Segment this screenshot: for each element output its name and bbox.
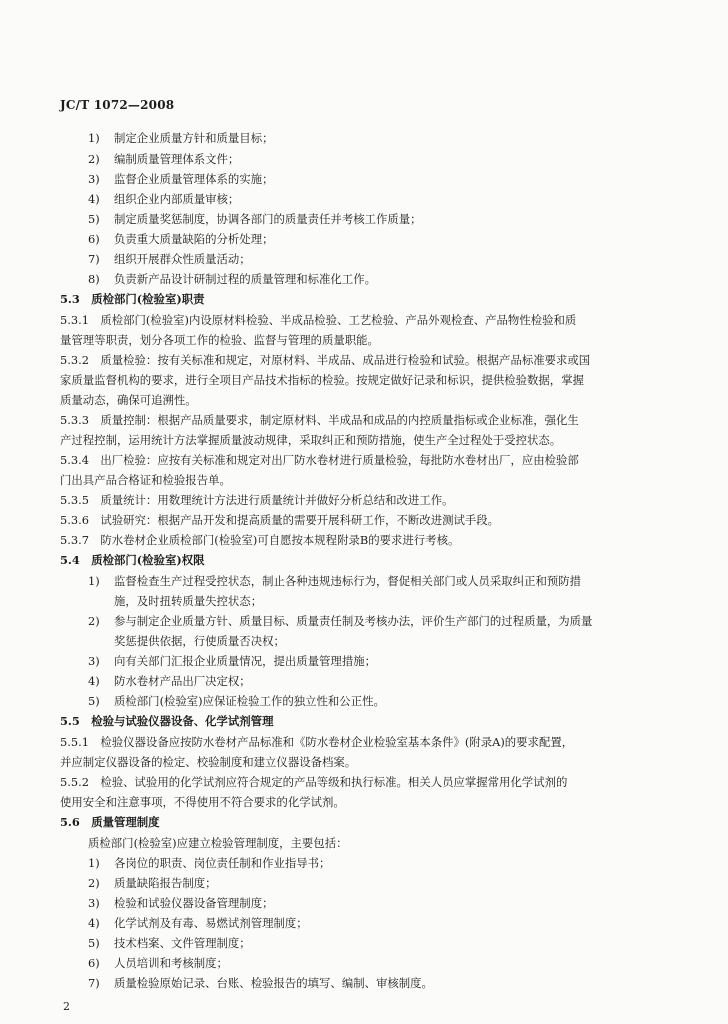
list-item: 4) 化学试剂及有毒、易燃试剂管理制度；	[88, 916, 308, 930]
list-item: 1) 监督检查生产过程受控状态，制止各种违规违标行为，督促相关部门或人员采取纠正和预防措	[88, 574, 582, 588]
paragraph-5-3-6: 5.3.6 试验研究：根据产品开发和提高质量的需要开展科研工作，不断改进测试手段。	[60, 513, 500, 527]
list-item: 3) 检验和试验仪器设备管理制度；	[88, 896, 274, 910]
paragraph-5-3-4-line: 门出具产品合格证和检验报告单。	[60, 473, 231, 487]
page-number: 2	[63, 1000, 70, 1013]
section-heading-5-6: 5.6 质量管理制度	[60, 815, 160, 829]
list-item-continuation: 奖惩提供依据，行使质量否决权；	[114, 634, 285, 648]
list-item: 6) 负责重大质量缺陷的分析处理；	[88, 232, 274, 246]
paragraph-5-3-3-line: 5.3.3 质量控制：根据产品质量要求，制定原材料、半成品和成品的内控质量指标或企业标准，强化生	[60, 413, 579, 427]
list-item-continuation: 施，及时扭转质量失控状态；	[114, 594, 263, 608]
list-item: 3) 向有关部门汇报企业质量情况，提出质量管理措施；	[88, 654, 376, 668]
list-item: 3) 监督企业质量管理体系的实施；	[88, 172, 274, 186]
list-item: 4) 防水卷材产品出厂决定权；	[88, 674, 251, 688]
list-item: 6) 人员培训和考核制度；	[88, 956, 228, 970]
list-item: 2) 参与制定企业质量方针、质量目标、质量责任制及考核办法，评价生产部门的过程质量，为质量	[88, 614, 593, 628]
paragraph-5-3-7: 5.3.7 防水卷材企业质检部门(检验室)可自愿按本规程附录B的要求进行考核。	[60, 533, 460, 547]
paragraph-5-5-2-line: 5.5.2 检验、试验用的化学试剂应符合规定的产品等级和执行标准。相关人员应掌握常用化学试剂的	[60, 775, 568, 789]
section-heading-5-4: 5.4 质检部门(检验室)权限	[60, 553, 205, 567]
list-item: 5) 质检部门(检验室)应保证检验工作的独立性和公正性。	[88, 694, 385, 708]
paragraph-5-3-2-line: 5.3.2 质量检验：按有关标准和规定，对原材料、半成品、成品进行检验和试验。根据产品标准要求或国	[60, 353, 591, 367]
list-item: 2) 质量缺陷报告制度；	[88, 876, 217, 890]
list-item: 4) 组织企业内部质量审核；	[88, 192, 240, 206]
list-item: 1) 制定企业质量方针和质量目标；	[88, 131, 274, 145]
list-item: 5) 制定质量奖惩制度，协调各部门的质量责任并考核工作质量；	[88, 212, 422, 226]
list-item: 8) 负责新产品设计研制过程的质量管理和标准化工作。	[88, 272, 376, 286]
paragraph-5-3-1-line: 量管理等职责，划分各项工作的检验、监督与管理的质量职能。	[60, 333, 379, 347]
paragraph-5-3-4-line: 5.3.4 出厂检验：应按有关标准和规定对出厂防水卷材进行质量检验，每批防水卷材出厂，应由检验部	[60, 453, 579, 467]
paragraph-5-3-3-line: 产过程控制，运用统计方法掌握质量波动规律，采取纠正和预防措施，使生产全过程处于受控状态。	[60, 433, 562, 447]
list-item: 7) 组织开展群众性质量活动；	[88, 252, 251, 266]
paragraph-5-5-1-line: 并应制定仪器设备的检定、校验制度和建立仪器设备档案。	[60, 755, 357, 769]
paragraph-5-5-1-line: 5.5.1 检验仪器设备应按防水卷材产品标准和《防水卷材企业检验室基本条件》(附录A)的要求配置，	[60, 735, 574, 749]
list-item: 7) 质量检验原始记录、台账、检验报告的填写、编制、审核制度。	[88, 976, 433, 990]
paragraph-5-6-intro: 质检部门(检验室)应建立检验管理制度，主要包括：	[88, 836, 348, 850]
list-item: 5) 技术档案、文件管理制度；	[88, 936, 251, 950]
section-heading-5-3: 5.3 质检部门(检验室)职责	[60, 292, 205, 306]
paragraph-5-3-5: 5.3.5 质量统计：用数理统计方法进行质量统计并做好分析总结和改进工作。	[60, 493, 454, 507]
paragraph-5-3-2-line: 家质量监督机构的要求，进行全项目产品技术指标的检验。按规定做好记录和标识，提供检验数据，掌握	[60, 373, 584, 387]
standard-code-header: JC/T 1072—2008	[60, 98, 175, 112]
list-item: 2) 编制质量管理体系文件；	[88, 152, 240, 166]
list-item: 1) 各岗位的职责、岗位责任制和作业指导书；	[88, 856, 331, 870]
section-heading-5-5: 5.5 检验与试验仪器设备、化学试剂管理	[60, 714, 274, 728]
paragraph-5-5-2-line: 使用安全和注意事项，不得使用不符合要求的化学试剂。	[60, 795, 345, 809]
paragraph-5-3-1-line: 5.3.1 质检部门(检验室)内设原材料检验、半成品检验、工艺检验、产品外观检查、产品物性检验和质	[60, 313, 577, 327]
paragraph-5-3-2-line: 质量动态，确保可追溯性。	[60, 393, 197, 407]
